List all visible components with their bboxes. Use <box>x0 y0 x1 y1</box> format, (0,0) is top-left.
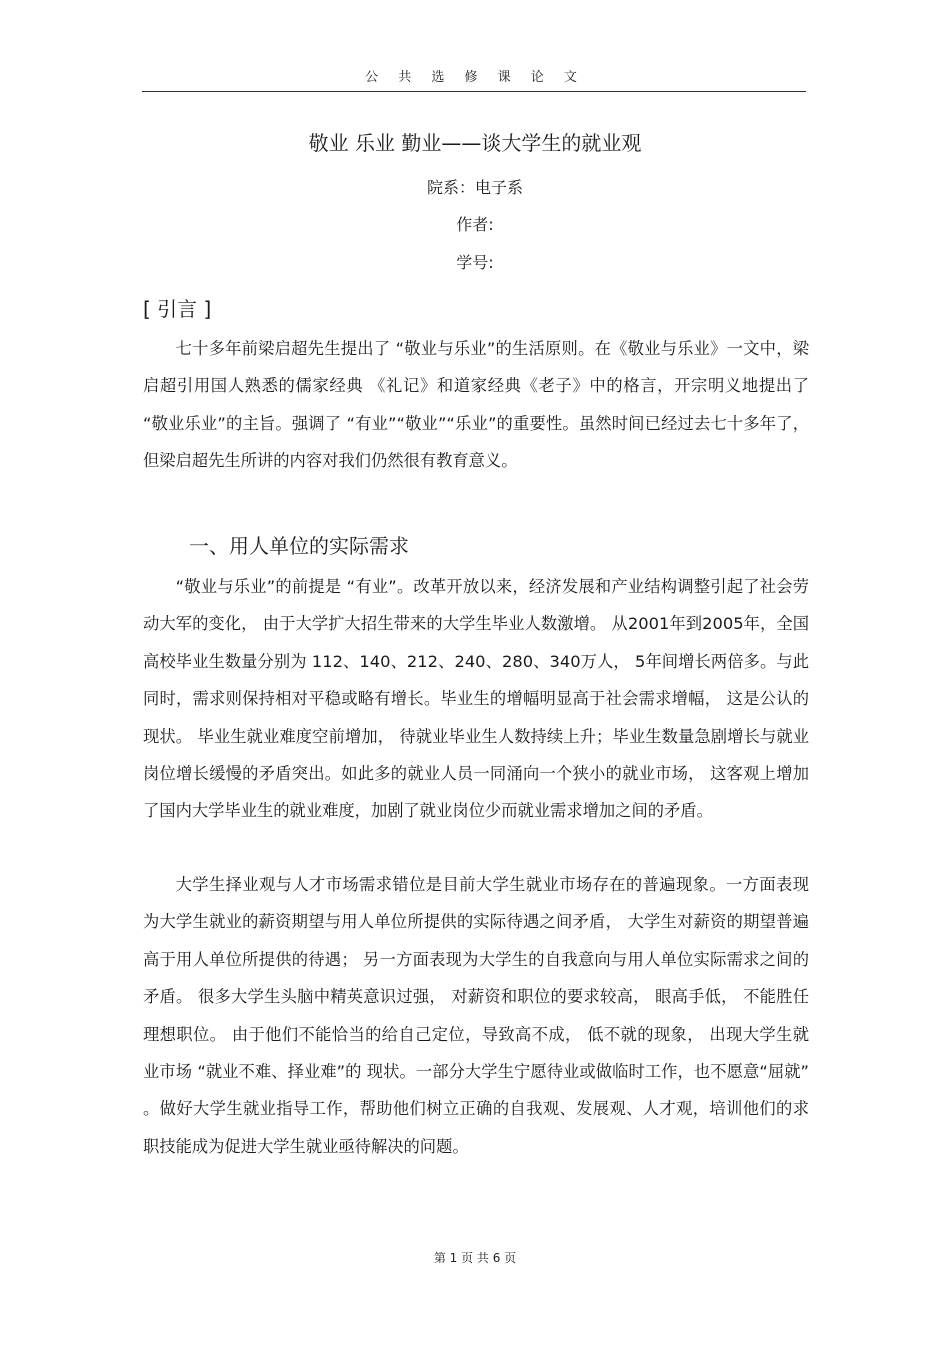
intro-heading: [ 引言 ] <box>143 297 212 321</box>
section-1-paragraph-1: “敬业与乐业”的前提是 “有业”。改革开放以来，经济发展和产业结构调整引起了社会劳动大军的变化， 由于大学扩大招生带来的大学生毕业人数激增。 从2001年到2005年，全国高校毕业生数量分别为 112、140、212、240、280、340万人， 5年间增长两倍多。与此同时，需求则保持相对平稳或略有增长。毕业生的增幅明显高于社会需求增幅， 这是公认的现状。 毕业生就业难度空前增加， 待就业毕业生人数持续上升；毕业生数量急剧增长与就业岗位增长缓慢的矛盾突出。如此多的就业人员一同涌向一个狭小的就业市场， 这客观上增加了国内大学毕业生的就业难度，加剧了就业岗位少而就业需求增加之间的矛盾。 <box>143 577 809 821</box>
document-title: 敬业 乐业 勤业——谈大学生的就业观 <box>308 131 642 155</box>
intro-paragraph: 七十多年前梁启超先生提出了 “敬业与乐业”的生活原则。在《敬业与乐业》一文中，梁启超引用国人熟悉的儒家经典 《礼记》和道家经典《老子》中的格言，开宗明义地提出了 “敬业乐业”的主旨。强调了 “有业”“敬业”“乐业”的重要性。虽然时间已经过去七十多年了，但梁启超先生所讲的内容对我们仍然很有教育意义。 <box>143 339 809 471</box>
page-footer: 第 1 页 共 6 页 <box>433 1251 517 1265</box>
author-line: 作者: <box>456 215 494 234</box>
section-1-paragraph-2: 大学生择业观与人才市场需求错位是目前大学生就业市场存在的普遍现象。一方面表现为大学生就业的薪资期望与用人单位所提供的实际待遇之间矛盾， 大学生对薪资的期望普遍高于用人单位所提供的待遇； 另一方面表现为大学生的自我意向与用人单位实际需求之间的矛盾。 很多大学生头脑中精英意识过强， 对薪资和职位的要求较高， 眼高手低， 不能胜任理想职位。 由于他们不能恰当的给自己定位，导致高不成， 低不就的现象， 出现大学生就业市场 “就业不难、择业难”的 现状。一部分大学生宁愿待业或做临时工作，也不愿意“屈就” 。做好大学生就业指导工作，帮助他们树立正确的自我观、发展观、人才观，培训他们的求职技能成为促进大学生就业亟待解决的问题。 <box>143 875 809 1156</box>
page-header: 公 共 选 修 课 论 文 <box>365 70 585 85</box>
department-line: 院系：电子系 <box>426 178 523 197</box>
section-1-heading: 一、用人单位的实际需求 <box>189 534 409 558</box>
header-divider <box>142 91 806 92</box>
student-id-line: 学号: <box>456 253 494 272</box>
